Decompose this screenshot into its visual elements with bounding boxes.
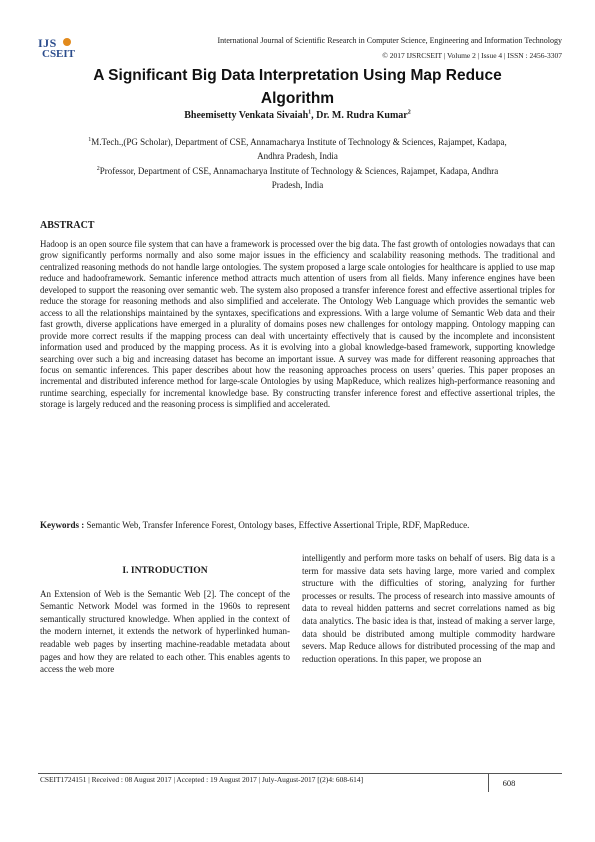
affiliation-2-line-1: Professor, Department of CSE, Annamacharya Institute of Technology & Sciences, Rajampet, Kadapa, Andhra [99, 166, 499, 176]
page-number: 608 [488, 774, 529, 792]
affiliation-1 [40, 136, 555, 163]
affiliation-2-sup: 2 [96, 166, 100, 172]
affiliation-1-line-1: M.Tech.,(PG Scholar), Department of CSE, Annamacharya Institute of Technology & Sciences, Rajampet, Kadapa, [91, 137, 507, 147]
author-1: Bheemisetty Venkata Sivaiah [184, 110, 309, 121]
abstract-body: Hadoop is an open source file system that can have a framework is processed over the big data. The fast growth of ontologies nowadays that can grow significantly performs normally and also some major issues in the efficiency and scalability reasoning methods. The traditional and centralized reasoning methods do not handle large ontologies. The system proposed a large scale ontologies for healthcare is applied to use map reduce and hadooframework. Semantic inference method attracts much attention of users from all fields. Many inference engines have been developed to support the reasoning over semantic web. The system also proposed a transfer inference forest and effective assertional triples for reduce the storage for reasoning methods and also simplified and accelerate. The Ontology Web Language which provides the semantic web access to all the relationships maintained by the syntaxes, specifications and expressions. With a large volume of Semantic Web data and their fast growth, diverse applications have emerged in a plurality of domains poses new challenges for ontology mapping. Ontology mapping can provide more correct results if the mapping process can deal with uncertainty effectively that is caused by the incomplete and inconsistent information used and produced by the mapping process. As it is evolving into a global knowledge-based framework, supporting knowledge searching over such a big and increasing dataset has become an important issue. A survey was made for different reasoning approaches that focus on semantic inferences. This paper describes about how the reasoning approaches process on users’ queries. This paper proposes an incremental and distributed inference method for large-scale Ontologies by using MapReduce, which realizes high-performance reasoning and runtime searching, especially for incremental knowledge base. By constructing transfer inference forest and effective assertional triples, the storage is largely reduced and the reasoning process is simplified and accelerated. [40, 239, 555, 410]
author-2-sup: 2 [407, 109, 411, 116]
journal-logo [38, 36, 78, 64]
keywords [40, 519, 555, 532]
footer-citation: CSEIT1724151 | Received : 08 August 2017 | Accepted : 19 August 2017 | July-August-2017 [(2)4: 608-614] [40, 775, 364, 784]
title-line-2: Algorithm [260, 90, 335, 107]
logo-text-bottom: CSEIT [42, 48, 76, 60]
section-heading-introduction: I. INTRODUCTION [122, 565, 208, 576]
journal-issue: © 2017 IJSRCSEIT | Volume 2 | Issue 4 | ISSN : 2456-3307 [382, 51, 562, 60]
author-2: Dr. M. Rudra Kumar [316, 110, 408, 121]
affiliation-2-line-2: Pradesh, India [271, 179, 324, 190]
logo-text-top: IJS [38, 36, 57, 50]
introduction-paragraph-right: intelligently and perform more tasks on behalf of users. Big data is a term for massive data sets having large, more varied and complex structure with the difficulties of storing, analyzing for further processes or results. The process of research into massive amounts of data to reveal hidden patterns and secret correlations named as big data analytics. The basic idea is that, instead of making a server large, data should be distributed among multiple commodity hardware severs. Map Reduce allows for distributed processing of the map and reduction operations. In this paper, we propose an [302, 553, 555, 664]
logo-globe-icon [63, 38, 71, 46]
keywords-list: Semantic Web, Transfer Inference Forest, Ontology bases, Effective Assertional Triple, RDF, MapReduce. [84, 520, 470, 530]
abstract-heading: ABSTRACT [40, 220, 95, 231]
author-separator: , [311, 110, 317, 121]
introduction-paragraph-left: An Extension of Web is the Semantic Web [2]. The concept of the Semantic Network Model was formed in the 1960s to represent semantically structured knowledge. When applied in the context of the modern internet, it extends the network of hyperlinked human-readable web pages by inserting machine-readable metadata about pages and how they are related to each other. This enables agents to access the web more [40, 588, 290, 675]
affiliation-1-line-2: Andhra Pradesh, India [257, 150, 338, 161]
column-right [302, 552, 555, 665]
journal-name: International Journal of Scientific Research in Computer Science, Engineering and Information Technology [217, 36, 562, 45]
affiliation-1-sup: 1 [88, 137, 92, 143]
column-left [40, 565, 290, 676]
paper-title [40, 64, 555, 110]
affiliation-2 [40, 165, 555, 192]
keywords-label: Keywords : [40, 520, 85, 530]
author-1-sup: 1 [308, 109, 312, 116]
footer-divider [38, 773, 562, 774]
title-line-1: A Significant Big Data Interpretation Using Map Reduce [93, 67, 502, 84]
author-list [40, 110, 555, 121]
